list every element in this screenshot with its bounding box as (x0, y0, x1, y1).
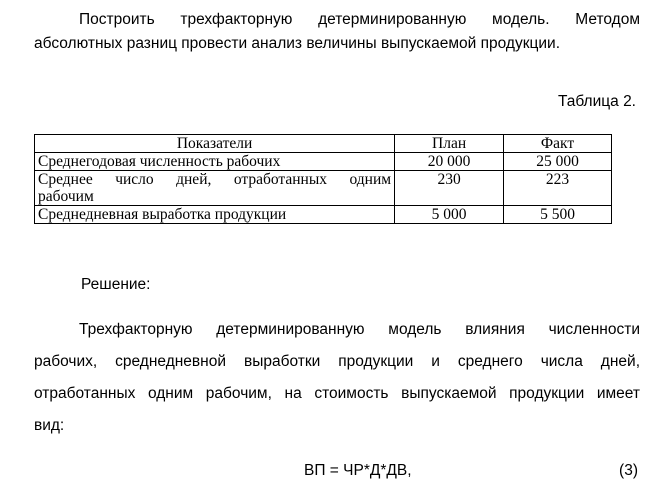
header-plan: План (395, 135, 504, 153)
model-paragraph (34, 320, 640, 448)
header-indicators: Показатели (35, 135, 395, 153)
task-line-2: абсолютных разниц провести анализ величины выпускаемой продукции. (34, 35, 561, 52)
model-line-4: вид: (34, 417, 65, 434)
model-line-1: Трехфакторную детерминированную модель влияния численности (79, 321, 640, 338)
formula-row (34, 461, 638, 481)
row-label-line: рабочим (38, 188, 94, 205)
fact-value: 25 000 (504, 153, 612, 171)
task-line-1: Построить трехфакторную детерминированную модель. Методом (79, 11, 640, 28)
table-header-row (35, 135, 612, 153)
formula: ВП = ЧР*Д*ДВ, (304, 462, 412, 479)
row-label (35, 206, 395, 224)
solution-heading: Решение: (81, 276, 151, 293)
row-label-line: Среднедневная выработка продукции (38, 206, 287, 223)
table-row (35, 153, 612, 171)
data-table (34, 134, 612, 224)
formula-number: (3) (619, 462, 638, 479)
row-label-line: Среднее число дней, отработанных одним (38, 171, 392, 188)
table-caption: Таблица 2. (557, 93, 636, 110)
task-paragraph (34, 10, 640, 66)
plan-value: 20 000 (395, 153, 504, 171)
plan-value: 5 000 (395, 206, 504, 224)
model-line-2: рабочих, среднедневной выработки продукции и среднего числа дней, (34, 353, 640, 370)
header-fact: Факт (504, 135, 612, 153)
fact-value: 223 (504, 171, 612, 206)
model-line-3: отработанных одним рабочим, на стоимость выпускаемой продукции имеет (34, 385, 640, 402)
fact-value: 5 500 (504, 206, 612, 224)
row-label (35, 171, 395, 206)
table-row (35, 206, 612, 224)
plan-value: 230 (395, 171, 504, 206)
row-label (35, 153, 395, 171)
row-label-line: Среднегодовая численность рабочих (38, 153, 281, 170)
table-row (35, 171, 612, 206)
